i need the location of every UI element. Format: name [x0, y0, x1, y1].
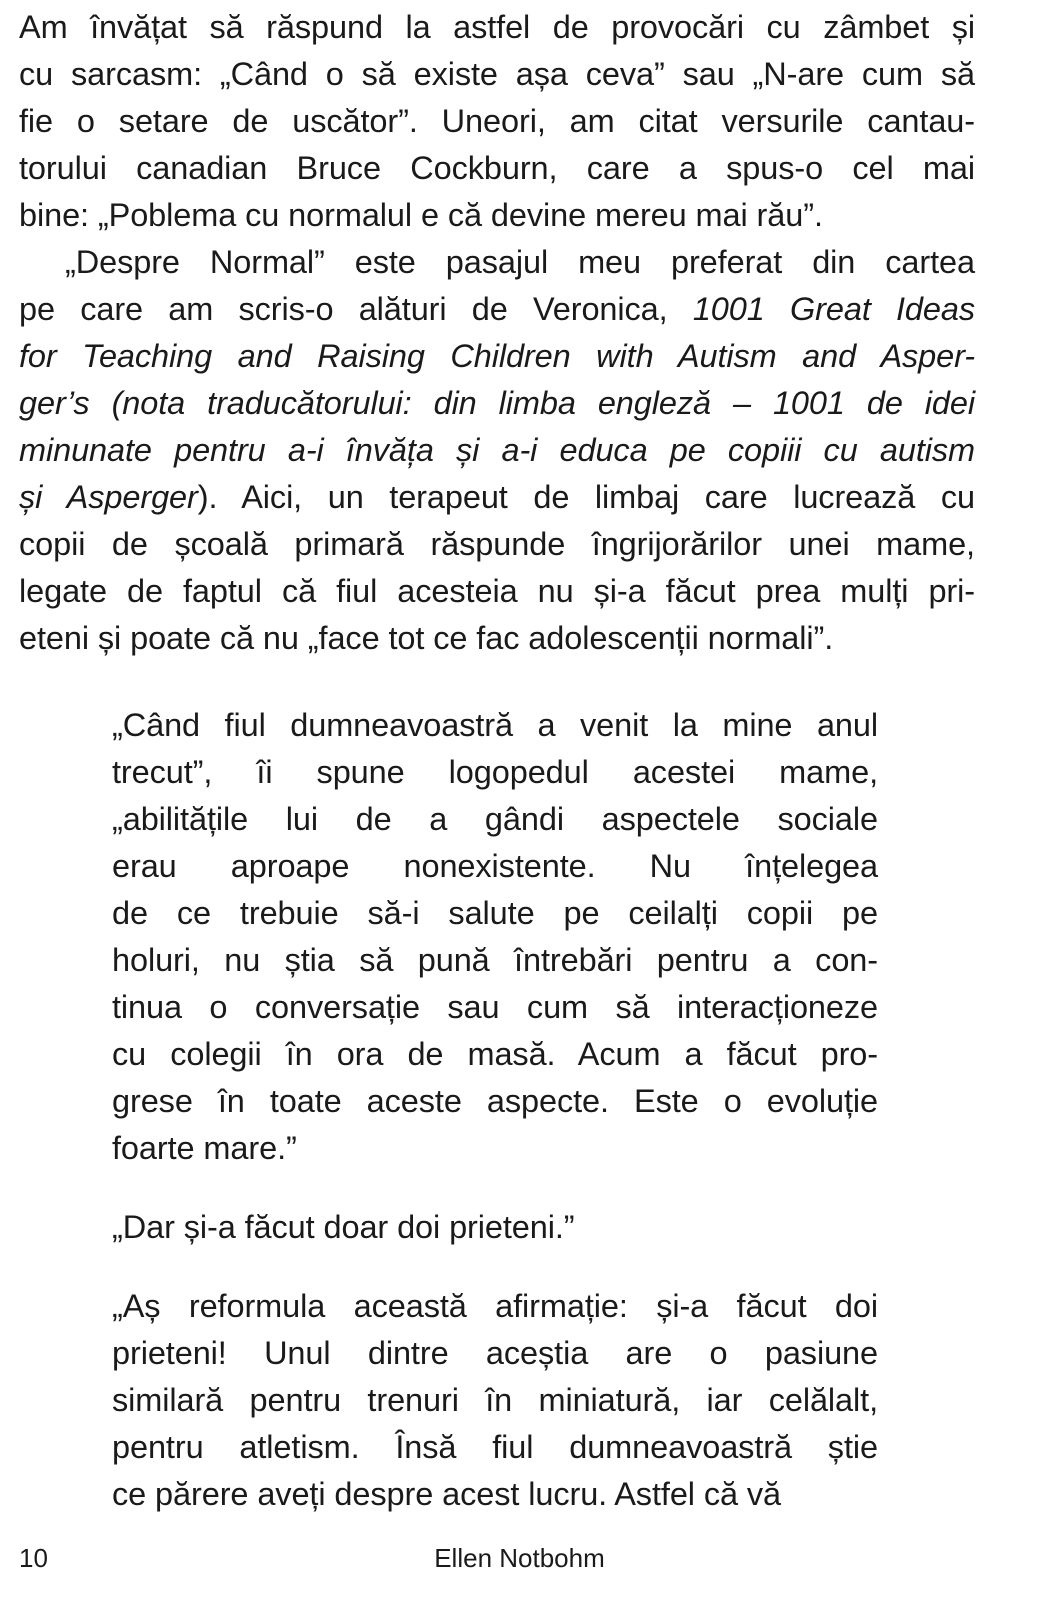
text-line: eteni și poate că nu „face tot ce fac adolescenții normali”.: [19, 620, 834, 656]
text-line: tinua o conversație sau cum să interacționeze: [112, 989, 878, 1025]
text-line: torului canadian Bruce Cockburn, care a spus-o cel mai: [19, 150, 975, 186]
text-line: foarte mare.”: [112, 1130, 297, 1166]
text-line: „Despre Normal” este pasajul meu preferat din cartea: [65, 244, 975, 280]
quotation-block: [112, 702, 878, 1518]
text-line: copii de școală primară răspunde îngrijorărilor unei mame,: [19, 526, 975, 562]
quote-paragraph-2: [112, 1204, 878, 1251]
text-line: cu sarcasm: „Când o să existe așa ceva” sau „N-are cum să: [19, 56, 975, 92]
text-line: similară pentru trenuri în miniatură, iar celălalt,: [112, 1382, 878, 1418]
text-line: de ce trebuie să-i salute pe ceilalți copii pe: [112, 895, 878, 931]
text-line: „Aș reformula această afirmație: și-a făcut doi: [112, 1288, 878, 1324]
paragraph-2: [19, 239, 975, 662]
text-line: pentru atletism. Însă fiul dumneavoastră știe: [112, 1429, 878, 1465]
quote-paragraph-1: [112, 702, 878, 1172]
text-line: Am învățat să răspund la astfel de provocări cu zâmbet și: [19, 9, 975, 45]
paragraph-1: [19, 4, 975, 239]
running-head-author: Ellen Notbohm: [434, 1543, 605, 1573]
text-line: prieteni! Unul dintre aceștia are o pasiune: [112, 1335, 878, 1371]
text-line-italic: ger’s (nota traducătorului: din limba engleză – 1001 de idei: [19, 385, 975, 421]
text-line: cu colegii în ora de masă. Acum a făcut pro-: [112, 1036, 878, 1072]
text-line: grese în toate aceste aspecte. Este o evoluție: [112, 1083, 878, 1119]
book-title-italic: 1001 Great Ideas: [692, 291, 976, 327]
text-line: erau aproape nonexistente. Nu înțelegea: [112, 848, 878, 884]
text-line-italic: minunate pentru a-i învăța și a-i educa pe copiii cu autism: [19, 432, 975, 468]
text-line-mixed: [19, 474, 975, 521]
text-plain: pe care am scris-o alături de Veronica,: [19, 291, 693, 327]
text-line: trecut”, îi spune logopedul acestei mame,: [112, 754, 878, 790]
page-number: 10: [19, 1543, 48, 1573]
text-line: holuri, nu știa să pună întrebări pentru a con-: [112, 942, 878, 978]
text-line: legate de faptul că fiul acesteia nu și-a făcut prea mulți pri-: [19, 573, 975, 609]
page-footer: [0, 1540, 1039, 1576]
quote-paragraph-3: [112, 1283, 878, 1518]
text-line-italic: for Teaching and Raising Children with Autism and Asper-: [19, 338, 975, 374]
page-body-text: [19, 4, 975, 1518]
text-line: ce părere aveți despre acest lucru. Astfel că vă: [112, 1476, 782, 1512]
text-line: „abilitățile lui de a gândi aspectele sociale: [112, 801, 878, 837]
text-line: bine: „Poblema cu normalul e că devine mereu mai rău”.: [19, 197, 823, 233]
text-line: „Dar și-a făcut doar doi prieteni.”: [112, 1209, 575, 1245]
text-line-with-italic-title: [19, 286, 975, 333]
text-line: fie o setare de uscător”. Uneori, am citat versurile cantau-: [19, 103, 975, 139]
text-plain: ). Aici, un terapeut de limbaj care lucrează cu: [197, 479, 975, 515]
text-line: „Când fiul dumneavoastră a venit la mine anul: [112, 707, 878, 743]
italic-tail: și Asperger: [19, 479, 198, 515]
